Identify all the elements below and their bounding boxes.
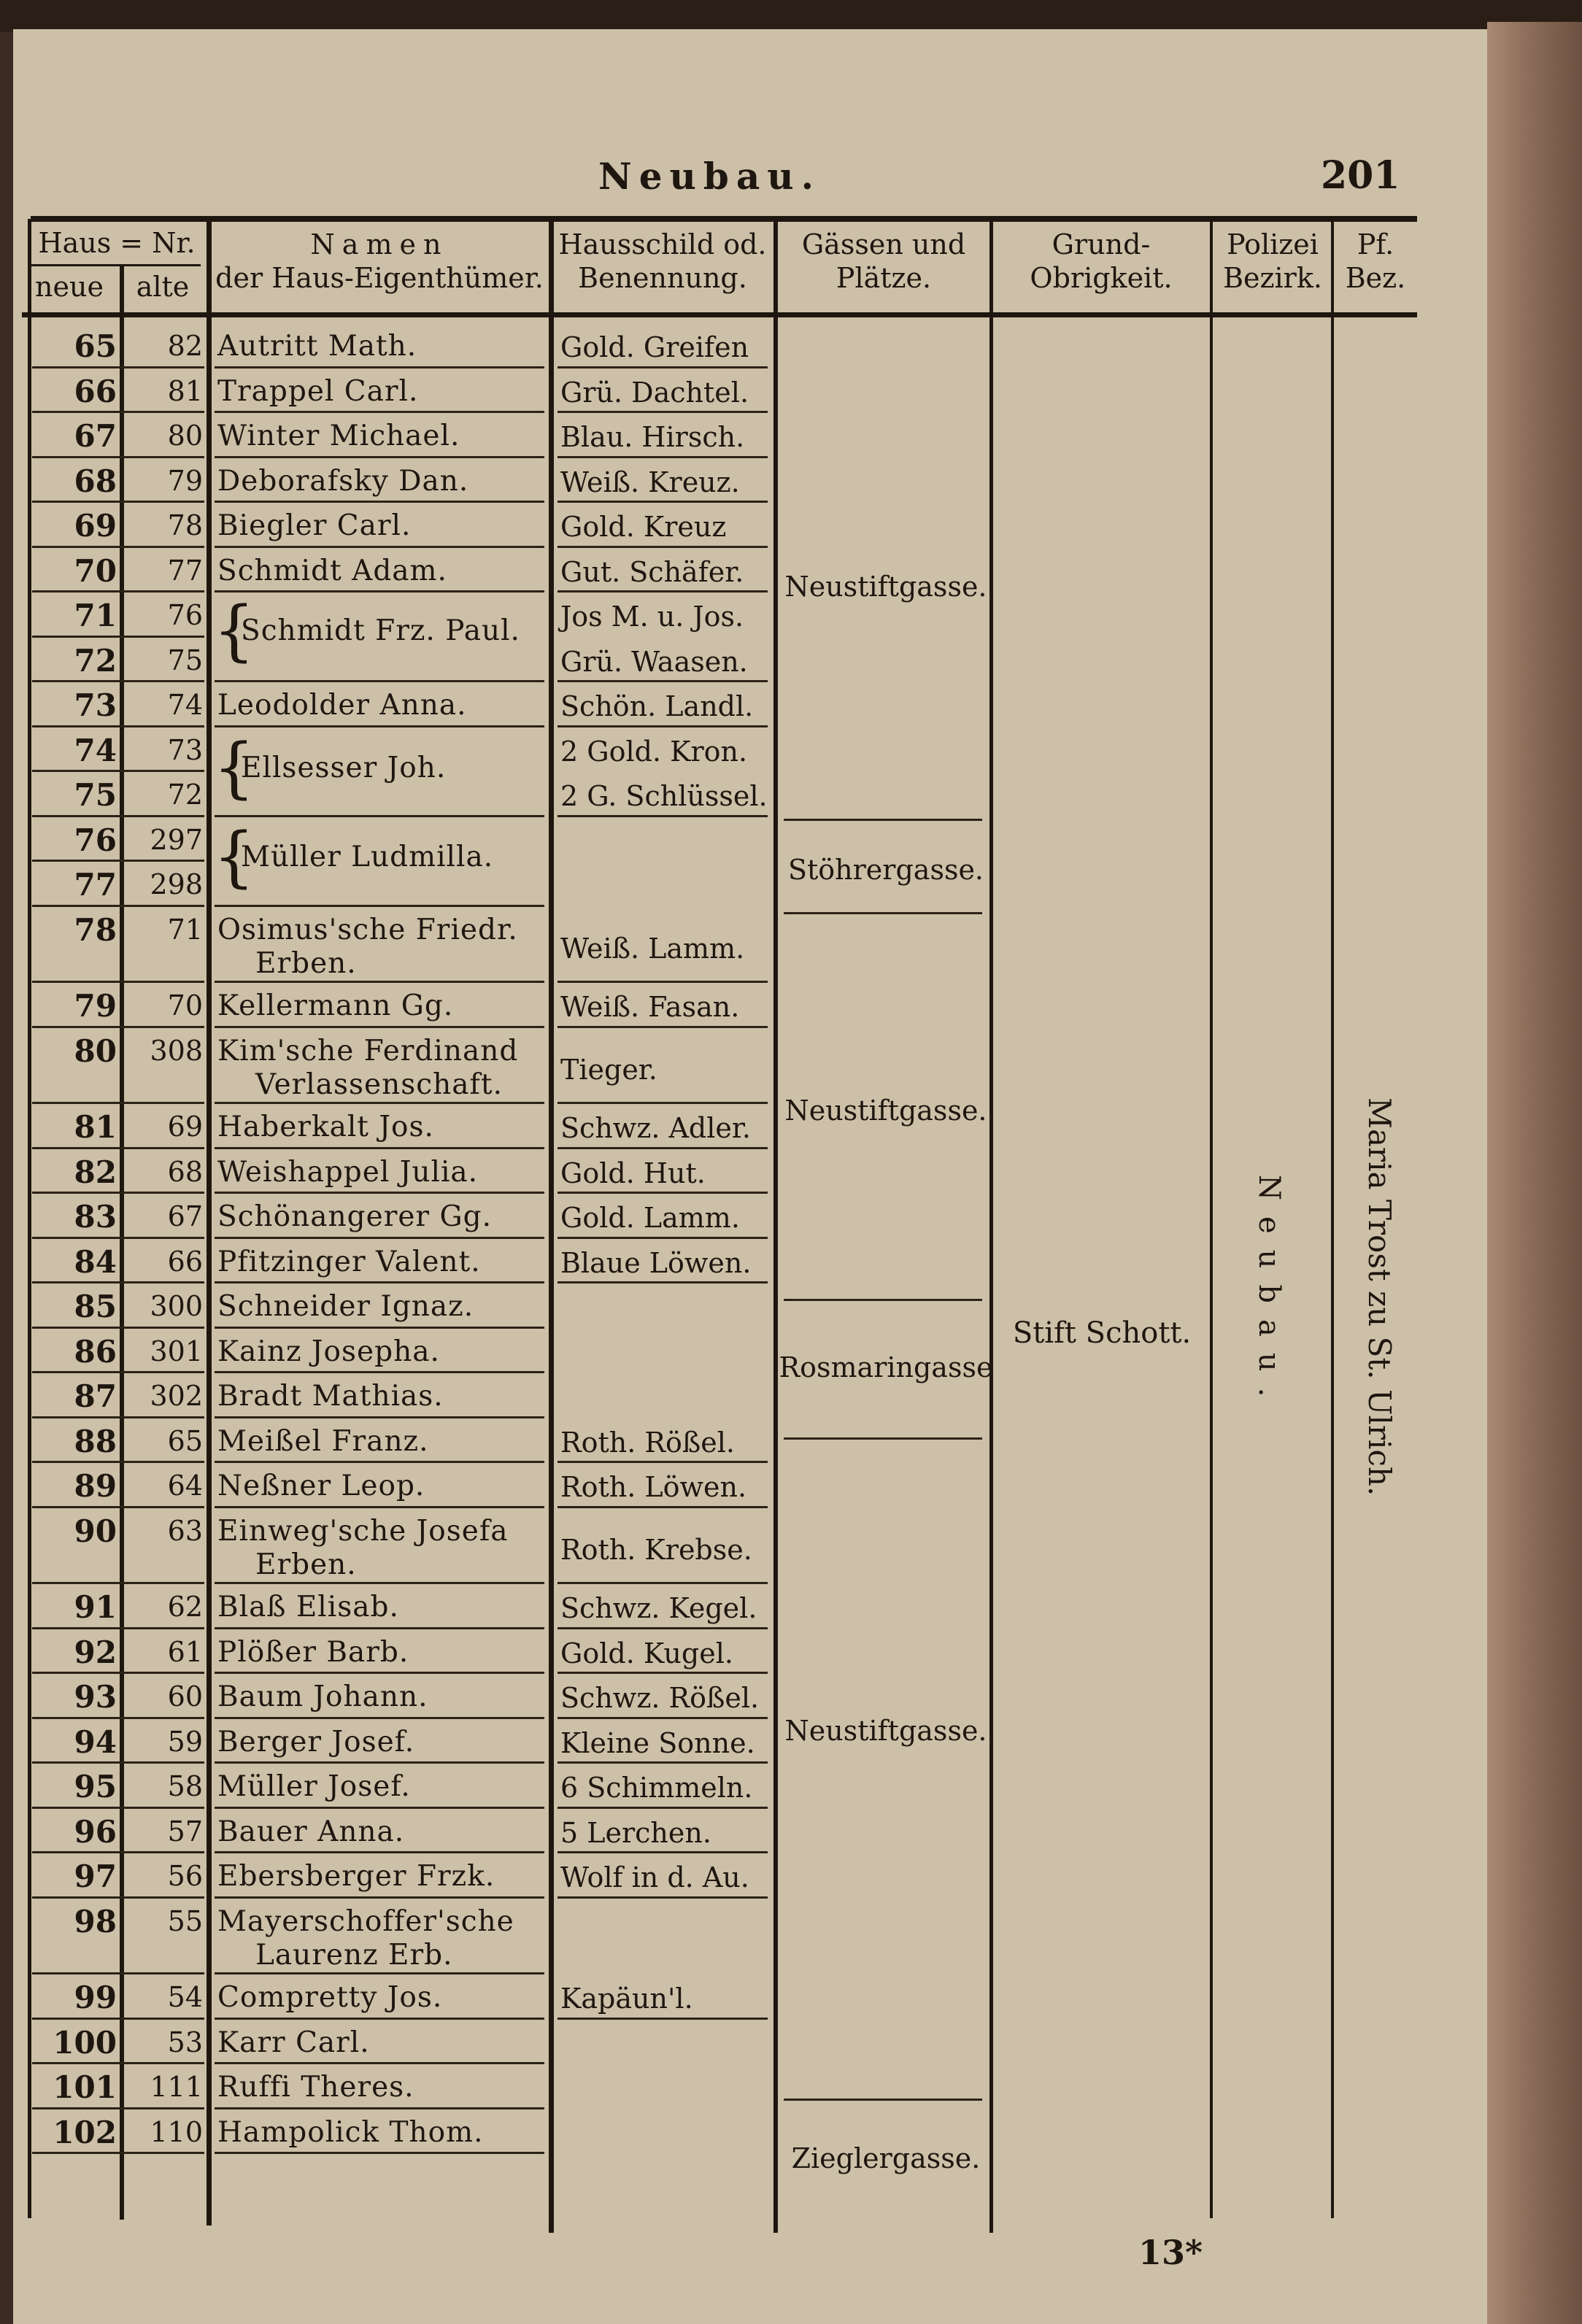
grundobrigkeit-value: Stift Schott. [1012,1316,1192,1350]
house-number-old: 63 [167,1514,203,1547]
row-rule-number [32,815,204,817]
house-number-old: 300 [150,1290,203,1323]
house-sign: Grü. Waasen. [560,645,748,678]
row-rule-sign [557,725,768,727]
row-rule-name [215,2062,544,2064]
house-number-new: 96 [74,1813,117,1850]
house-number-old: 60 [167,1680,203,1713]
house-number-old: 75 [167,644,203,676]
house-sign: Schwz. Rößel. [560,1682,760,1715]
row-rule-sign [557,411,768,413]
house-sign: Schwz. Kegel. [560,1592,757,1625]
street-stoehrergasse: Stöhrergasse. [787,854,984,886]
row-rule-number [32,1237,204,1239]
house-number-old: 298 [150,868,203,900]
owner-name: Plößer Barb. [217,1635,409,1669]
row-rule-number [32,2107,204,2109]
row-rule-number [32,1717,204,1719]
house-number-new: 93 [74,1679,117,1715]
row-rule-number [32,366,204,368]
row-rule-number [32,411,204,413]
row-rule-name [215,1327,544,1329]
house-sign: 6 Schimmeln. [560,1772,753,1804]
owner-name: Bradt Mathias. [217,1380,444,1413]
row-rule-number [32,1461,204,1463]
owner-name: Baum Johann. [217,1680,428,1714]
row-rule-name [215,1896,544,1899]
house-sign: Roth. Krebse. [560,1533,752,1566]
row-rule-name [215,1761,544,1764]
house-number-new: 98 [74,1903,117,1939]
house-number-new: 65 [74,328,117,364]
house-number-new: 76 [74,822,117,858]
header-polizei: Polizei [1227,228,1319,260]
row-rule-number [32,1416,204,1418]
house-number-old: 55 [167,1904,203,1937]
house-number-new: 92 [74,1634,117,1670]
row-rule-sign [557,1582,768,1584]
row-rule-number [32,860,204,862]
row-rule-name [215,725,544,727]
house-number-new: 91 [74,1589,117,1626]
house-number-old: 110 [150,2115,203,2148]
house-number-old: 67 [167,1200,203,1233]
house-sign: Roth. Rößel. [560,1426,735,1459]
header-benennung: Benennung. [578,262,747,294]
owner-name: Schönangerer Gg. [217,1200,492,1234]
column-rule-polizei-pf [1331,219,1334,2218]
owner-name: Meißel Franz. [217,1424,429,1458]
house-number-old: 62 [167,1591,203,1624]
header-haus-eigenthuemer: der Haus-Eigenthümer. [215,262,544,294]
row-rule-number [32,725,204,727]
row-rule-sign [557,1896,768,1899]
row-rule-sign [557,1026,768,1028]
house-number-new: 75 [74,777,117,813]
row-rule-number [32,456,204,458]
street-divider-4 [784,1437,982,1440]
house-number-old: 77 [167,554,203,587]
row-rule-name [215,1102,544,1104]
row-rule-number [32,1281,204,1283]
owner-name: Trappel Carl. [217,374,419,408]
row-rule-sign [557,546,768,548]
owner-name: Osimus'sche Friedr. [217,913,518,946]
row-rule-sign [557,1237,768,1239]
house-number-new: 97 [74,1858,117,1895]
house-number-new: 89 [74,1468,117,1505]
row-rule-name [215,1627,544,1629]
header-bezirk: Bezirk. [1223,262,1322,294]
row-rule-number [32,1851,204,1853]
row-rule-number [32,501,204,503]
page-title: Neubau. [598,155,821,198]
row-rule-sign [557,1281,768,1283]
owner-name-continued: Verlassenschaft. [255,1068,503,1101]
house-number-old: 54 [167,1981,203,2014]
row-rule-sign [557,1717,768,1719]
house-number-new: 80 [74,1032,117,1069]
house-number-new: 83 [74,1199,117,1235]
row-rule-sign [557,1461,768,1463]
row-rule-name [215,456,544,458]
header-gassen: Gässen und [801,228,966,260]
owner-name: Einweg'sche Josefa [217,1514,509,1548]
brace-71-72: { [213,592,255,669]
house-number-new: 77 [74,867,117,903]
house-number-old: 79 [167,464,203,497]
header-namen: Namen [310,228,449,260]
house-number-old: 74 [167,689,203,721]
house-number-new: 71 [74,598,117,633]
row-rule-name [215,1416,544,1418]
row-rule-name [215,1147,544,1149]
house-sign: Blaue Löwen. [560,1246,752,1279]
owner-name: Winter Michael. [217,420,460,452]
house-sign: Gold. Kreuz [560,511,727,543]
house-number-old: 61 [167,1635,203,1668]
house-number-new: 68 [74,463,117,499]
row-rule-name [215,1851,544,1853]
house-number-old: 302 [150,1380,203,1413]
house-sign: Kapäun'l. [560,1983,693,2015]
house-number-new: 101 [53,2069,117,2106]
row-rule-name [215,1461,544,1463]
row-rule-name [215,905,544,907]
owner-name: Schmidt Adam. [217,554,447,587]
house-sign: 2 G. Schlüssel. [560,780,768,812]
column-rule-namen-schild [549,219,554,2233]
house-number-old: 82 [167,330,203,362]
row-rule-number [32,1582,204,1584]
page-number: 201 [1321,153,1400,198]
house-number-old: 58 [167,1770,203,1803]
house-number-new: 85 [74,1289,117,1325]
house-number-old: 53 [167,2026,203,2058]
row-rule-sign [557,1102,768,1104]
row-rule-sign [557,1147,768,1149]
street-neustiftgasse-1: Neustiftgasse. [784,571,987,603]
row-rule-number [32,1102,204,1104]
house-sign: Tieger. [560,1053,657,1086]
row-rule-name [215,815,544,817]
house-number-new: 86 [74,1333,117,1370]
owner-name: Autritt Math. [217,330,417,363]
house-number-new: 66 [74,373,117,409]
row-rule-sign [557,1807,768,1809]
house-sign: Weiß. Kreuz. [560,466,740,498]
owner-name-continued: Erben. [255,1548,357,1581]
house-number-new: 100 [53,2024,117,2061]
column-rule-grund-polizei [1210,219,1213,2218]
row-rule-name [215,590,544,592]
owner-name-continued: Laurenz Erb. [255,1938,453,1972]
house-number-new: 88 [74,1423,117,1459]
book-page-edges [1487,22,1582,2324]
owner-name: Leodolder Anna. [217,689,467,722]
owner-name: Müller Josef. [217,1770,411,1804]
row-rule-number [32,1896,204,1899]
row-rule-sign [557,1627,768,1629]
row-rule-name [215,1026,544,1028]
street-neustiftgasse-3: Neustiftgasse. [784,1715,987,1747]
haus-nr-underline [29,264,201,266]
row-rule-sign [557,1851,768,1853]
house-number-new: 90 [74,1513,117,1549]
row-rule-name [215,1972,544,1974]
row-rule-number [32,981,204,983]
column-rule-schild-gassen [773,219,778,2233]
street-zieglergasse: Zieglergasse. [791,2142,981,2174]
owner-name: Schneider Ignaz. [217,1290,474,1324]
house-number-old: 80 [167,420,203,452]
house-number-old: 56 [167,1860,203,1893]
header-grund: Grund- [1052,228,1151,260]
house-number-new: 99 [74,1980,117,2016]
house-number-new: 78 [74,911,117,948]
row-rule-name [215,2152,544,2154]
house-sign: Jos M. u. Jos. [560,601,744,633]
house-sign: Grü. Dachtel. [560,376,749,409]
row-rule-name [215,1237,544,1239]
header-neue: neue [35,271,104,303]
house-sign: Gold. Lamm. [560,1202,740,1235]
house-number-old: 64 [167,1470,203,1502]
house-number-old: 59 [167,1725,203,1758]
header-top-rule [31,216,1417,222]
row-rule-sign [557,1761,768,1764]
row-rule-sign [557,590,768,592]
owner-name: Berger Josef. [217,1725,415,1759]
row-rule-name [215,366,544,368]
row-rule-number [32,2018,204,2020]
house-sign: Gold. Greifen [560,331,749,363]
row-rule-number [32,1192,204,1194]
header-bottom-rule [22,312,1417,317]
row-rule-name [215,411,544,413]
house-number-new: 94 [74,1723,117,1760]
row-rule-number [32,1371,204,1373]
house-number-new: 79 [74,988,117,1024]
house-number-old: 76 [167,599,203,631]
row-rule-number [32,770,204,772]
house-number-old: 72 [167,779,203,811]
header-pf: Pf. [1357,228,1394,260]
row-rule-name [215,2018,544,2020]
row-rule-name [215,981,544,983]
row-rule-sign [557,501,768,503]
column-rule-alte-namen [207,219,212,2225]
row-rule-name [215,1582,544,1584]
owner-name: Neßner Leop. [217,1470,425,1503]
row-rule-name [215,1506,544,1508]
sheet-signature: 13* [1138,2233,1203,2272]
row-rule-sign [557,1192,768,1194]
house-sign: Weiß. Fasan. [560,991,740,1024]
braced-name-76-77: Müller Ludmilla. [241,841,494,873]
owner-name: Ebersberger Frzk. [217,1860,495,1893]
house-number-old: 301 [150,1335,203,1367]
row-rule-sign [557,2018,768,2020]
house-sign: Blau. Hirsch. [560,421,745,453]
owner-name: Ruffi Theres. [217,2071,414,2104]
row-rule-number [32,636,204,638]
row-rule-sign [557,1506,768,1508]
house-number-old: 81 [167,374,203,407]
house-number-old: 65 [167,1424,203,1457]
owner-name: Pfitzinger Valent. [217,1245,481,1278]
row-rule-number [32,1506,204,1508]
row-rule-name [215,1807,544,1809]
house-number-old: 57 [167,1815,203,1848]
row-rule-number [32,1807,204,1809]
house-number-new: 72 [74,642,117,679]
house-number-old: 71 [167,913,203,946]
row-rule-name [215,1672,544,1674]
house-sign: Gold. Kugel. [560,1637,733,1669]
header-haus-nr: Haus = Nr. [38,227,196,259]
header-bez: Bez. [1345,262,1406,294]
row-rule-number [32,590,204,592]
row-rule-name [215,1371,544,1373]
house-sign: Weiß. Lamm. [560,932,745,965]
house-sign: Kleine Sonne. [560,1726,755,1759]
pfarr-bezirk-value: Maria Trost zu St. Ulrich. [1362,1097,1397,1497]
house-number-old: 297 [150,823,203,856]
owner-name: Haberkalt Jos. [217,1111,434,1144]
header-obrigkeit: Obrigkeit. [1030,262,1173,294]
row-rule-number [32,2152,204,2154]
house-number-old: 68 [167,1155,203,1188]
owner-name: Karr Carl. [217,2026,370,2059]
house-number-old: 66 [167,1245,203,1278]
header-alte: alte [136,271,190,303]
row-rule-name [215,1717,544,1719]
header-hausschild: Hausschild od. [558,228,767,260]
house-number-old: 73 [167,733,203,766]
row-rule-number [32,2062,204,2064]
row-rule-number [32,680,204,682]
row-rule-name [215,1281,544,1283]
owner-name: Kainz Josepha. [217,1335,440,1368]
house-number-old: 78 [167,509,203,541]
row-rule-sign [557,981,768,983]
house-number-new: 74 [74,732,117,768]
house-number-old: 111 [150,2071,203,2104]
braced-name-74-75: Ellsesser Joh. [241,752,447,784]
house-number-new: 87 [74,1378,117,1415]
house-number-old: 69 [167,1111,203,1143]
row-rule-number [32,905,204,907]
brace-74-75: { [213,730,255,806]
owner-name: Blaß Elisab. [217,1591,399,1624]
row-rule-sign [557,680,768,682]
house-number-new: 70 [74,552,117,589]
row-rule-name [215,546,544,548]
row-rule-name [215,680,544,682]
row-rule-number [32,1147,204,1149]
house-sign: Gold. Hut. [560,1157,706,1189]
house-number-new: 73 [74,687,117,723]
owner-name: Compretty Jos. [217,1981,443,2015]
row-rule-name [215,501,544,503]
row-rule-name [215,1192,544,1194]
row-rule-number [32,546,204,548]
house-sign: 5 Lerchen. [560,1816,711,1849]
row-rule-number [32,1627,204,1629]
row-rule-number [32,1672,204,1674]
book-top-shadow [0,0,1582,32]
row-rule-number [32,1026,204,1028]
house-sign: Schwz. Adler. [560,1112,751,1145]
street-divider-5 [784,2099,982,2101]
header-plaetze: Plätze. [836,262,932,294]
house-sign: Roth. Löwen. [560,1471,747,1504]
owner-name: Kellermann Gg. [217,989,454,1023]
row-rule-sign [557,815,768,817]
house-number-new: 67 [74,418,117,454]
owner-name: Kim'sche Ferdinand [217,1034,519,1068]
owner-name: Deborafsky Dan. [217,464,469,498]
street-divider-2 [784,912,982,914]
house-number-new: 69 [74,508,117,544]
row-rule-number [32,1327,204,1329]
house-sign: Wolf in d. Au. [560,1861,749,1894]
row-rule-sign [557,1672,768,1674]
owner-name: Weishappel Julia. [217,1155,479,1189]
row-rule-sign [557,456,768,458]
street-divider-1 [784,819,982,821]
house-sign: 2 Gold. Kron. [560,735,748,768]
house-number-old: 308 [150,1034,203,1067]
street-rosmaringasse: Rosmaringasse [779,1351,993,1383]
house-number-old: 70 [167,989,203,1022]
house-sign: Schön. Landl. [560,690,754,722]
house-number-new: 102 [53,2114,117,2150]
row-rule-name [215,2107,544,2109]
brace-76-77: { [213,819,255,895]
row-rule-number [32,1761,204,1764]
house-number-new: 81 [74,1109,117,1146]
row-rule-sign [557,366,768,368]
owner-name-continued: Erben. [255,946,357,980]
house-number-new: 84 [74,1243,117,1280]
street-divider-3 [784,1299,982,1301]
polizei-bezirk-value: Neubau. [1252,1175,1286,1413]
braced-name-71-72: Schmidt Frz. Paul. [241,614,520,647]
house-sign: Gut. Schäfer. [560,555,744,588]
street-neustiftgasse-2: Neustiftgasse. [784,1095,987,1127]
owner-name: Biegler Carl. [217,509,412,542]
house-number-new: 82 [74,1154,117,1190]
owner-name: Bauer Anna. [217,1815,405,1848]
column-rule-gassen-grund [989,219,993,2233]
owner-name: Hampolick Thom. [217,2115,484,2149]
owner-name: Mayerschoffer'sche [217,1904,514,1938]
row-rule-number [32,1972,204,1974]
house-number-new: 95 [74,1769,117,1805]
